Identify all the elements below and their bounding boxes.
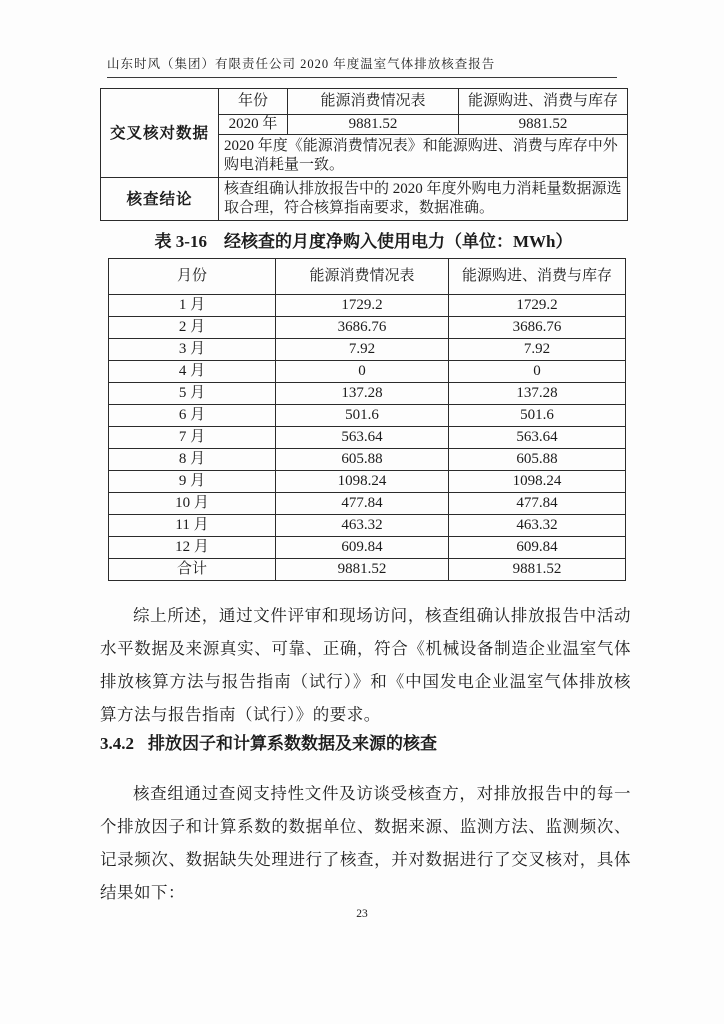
table-row — [109, 339, 626, 361]
table-row — [109, 405, 626, 427]
cell-value: 1729.2 — [449, 295, 626, 317]
table-row — [109, 471, 626, 493]
cell-value: 0 — [276, 361, 449, 383]
table-3-16-title: 表 3-16 经核查的月度净购入使用电力（单位：MWh） — [154, 232, 573, 251]
cell-value: 477.84 — [276, 493, 449, 515]
cell-month: 12 月 — [109, 537, 276, 559]
cell-value: 609.84 — [276, 537, 449, 559]
cell-year: 2020 年 — [219, 115, 288, 135]
cell-value: 7.92 — [449, 339, 626, 361]
cell-value: 501.6 — [276, 405, 449, 427]
section-heading-3-4-2 — [100, 729, 631, 754]
cell-month: 9 月 — [109, 471, 276, 493]
cell-month: 3 月 — [109, 339, 276, 361]
table-row — [109, 493, 626, 515]
header-cell-purchase-stock: 能源购进、消费与库存 — [449, 259, 626, 295]
cell-value: 137.28 — [276, 383, 449, 405]
cell-value: 7.92 — [276, 339, 449, 361]
table-total-row — [109, 559, 626, 581]
table-header-row — [109, 259, 626, 295]
table-row — [109, 383, 626, 405]
cell-value: 3686.76 — [449, 317, 626, 339]
conclusion-label: 核查结论 — [101, 178, 219, 221]
cell-value: 0 — [449, 361, 626, 383]
summary-paragraph: 综上所述，通过文件评审和现场访问，核查组确认排放报告中活动水平数据及来源真实、可靠、正确，符合《机械设备制造企业温室气体排放核算方法与报告指南（试行）》和《中国发电企业温室气体排放核算方法与报告指南（试行）》的要求。 — [100, 605, 631, 724]
cross-check-table — [100, 88, 628, 221]
table-row — [109, 537, 626, 559]
header-cell-month: 月份 — [109, 259, 276, 295]
conclusion-text: 核查组确认排放报告中的 2020 年度外购电力消耗量数据源选取合理，符合核算指南要求，数据准确。 — [219, 178, 628, 221]
cell-total-value: 9881.52 — [276, 559, 449, 581]
cell-value: 1729.2 — [276, 295, 449, 317]
cell-month: 5 月 — [109, 383, 276, 405]
cell-value: 477.84 — [449, 493, 626, 515]
cell-value: 463.32 — [449, 515, 626, 537]
header-cell-purchase-stock: 能源购进、消费与库存 — [459, 89, 628, 115]
table-row — [101, 89, 628, 115]
page-number: 23 — [356, 908, 368, 920]
method-paragraph: 核查组通过查阅支持性文件及访谈受核查方，对排放报告中的每一个排放因子和计算系数的数据单位、数据来源、监测方法、监测频次、记录频次、数据缺失处理进行了核查，并对数据进行了交叉核对，具体结果如下： — [100, 783, 631, 902]
cell-month: 2 月 — [109, 317, 276, 339]
cell-total-value: 9881.52 — [449, 559, 626, 581]
section-title: 排放因子和计算系数数据及来源的核查 — [148, 734, 437, 753]
cell-value: 9881.52 — [459, 115, 628, 135]
cell-month: 11 月 — [109, 515, 276, 537]
cell-value: 9881.52 — [288, 115, 459, 135]
header-cell-consumption-table: 能源消费情况表 — [288, 89, 459, 115]
cell-month: 6 月 — [109, 405, 276, 427]
section-number: 3.4.2 — [100, 734, 134, 753]
cell-value: 3686.76 — [276, 317, 449, 339]
cell-value: 563.64 — [449, 427, 626, 449]
table-row — [109, 317, 626, 339]
cell-month: 7 月 — [109, 427, 276, 449]
table-row — [109, 361, 626, 383]
cell-value: 1098.24 — [449, 471, 626, 493]
table-row — [101, 178, 628, 221]
cell-value: 609.84 — [449, 537, 626, 559]
cross-check-note: 2020 年度《能源消费情况表》和能源购进、消费与库存中外购电消耗量一致。 — [219, 135, 628, 178]
cell-month: 8 月 — [109, 449, 276, 471]
table-row — [109, 295, 626, 317]
cross-check-label: 交叉核对数据 — [101, 89, 219, 178]
cell-month: 1 月 — [109, 295, 276, 317]
cell-month: 4 月 — [109, 361, 276, 383]
header-cell-year: 年份 — [219, 89, 288, 115]
document-header: 山东时风（集团）有限责任公司 2020 年度温室气体排放核查报告 — [107, 54, 617, 78]
cell-value: 605.88 — [449, 449, 626, 471]
cell-total-label: 合计 — [109, 559, 276, 581]
cell-value: 137.28 — [449, 383, 626, 405]
cell-value: 605.88 — [276, 449, 449, 471]
cell-value: 463.32 — [276, 515, 449, 537]
cell-month: 10 月 — [109, 493, 276, 515]
table-row — [109, 449, 626, 471]
cell-value: 1098.24 — [276, 471, 449, 493]
header-cell-consumption-table: 能源消费情况表 — [276, 259, 449, 295]
cell-value: 563.64 — [276, 427, 449, 449]
table-row — [109, 515, 626, 537]
table-row — [109, 427, 626, 449]
monthly-electricity-table — [108, 258, 626, 581]
cell-value: 501.6 — [449, 405, 626, 427]
